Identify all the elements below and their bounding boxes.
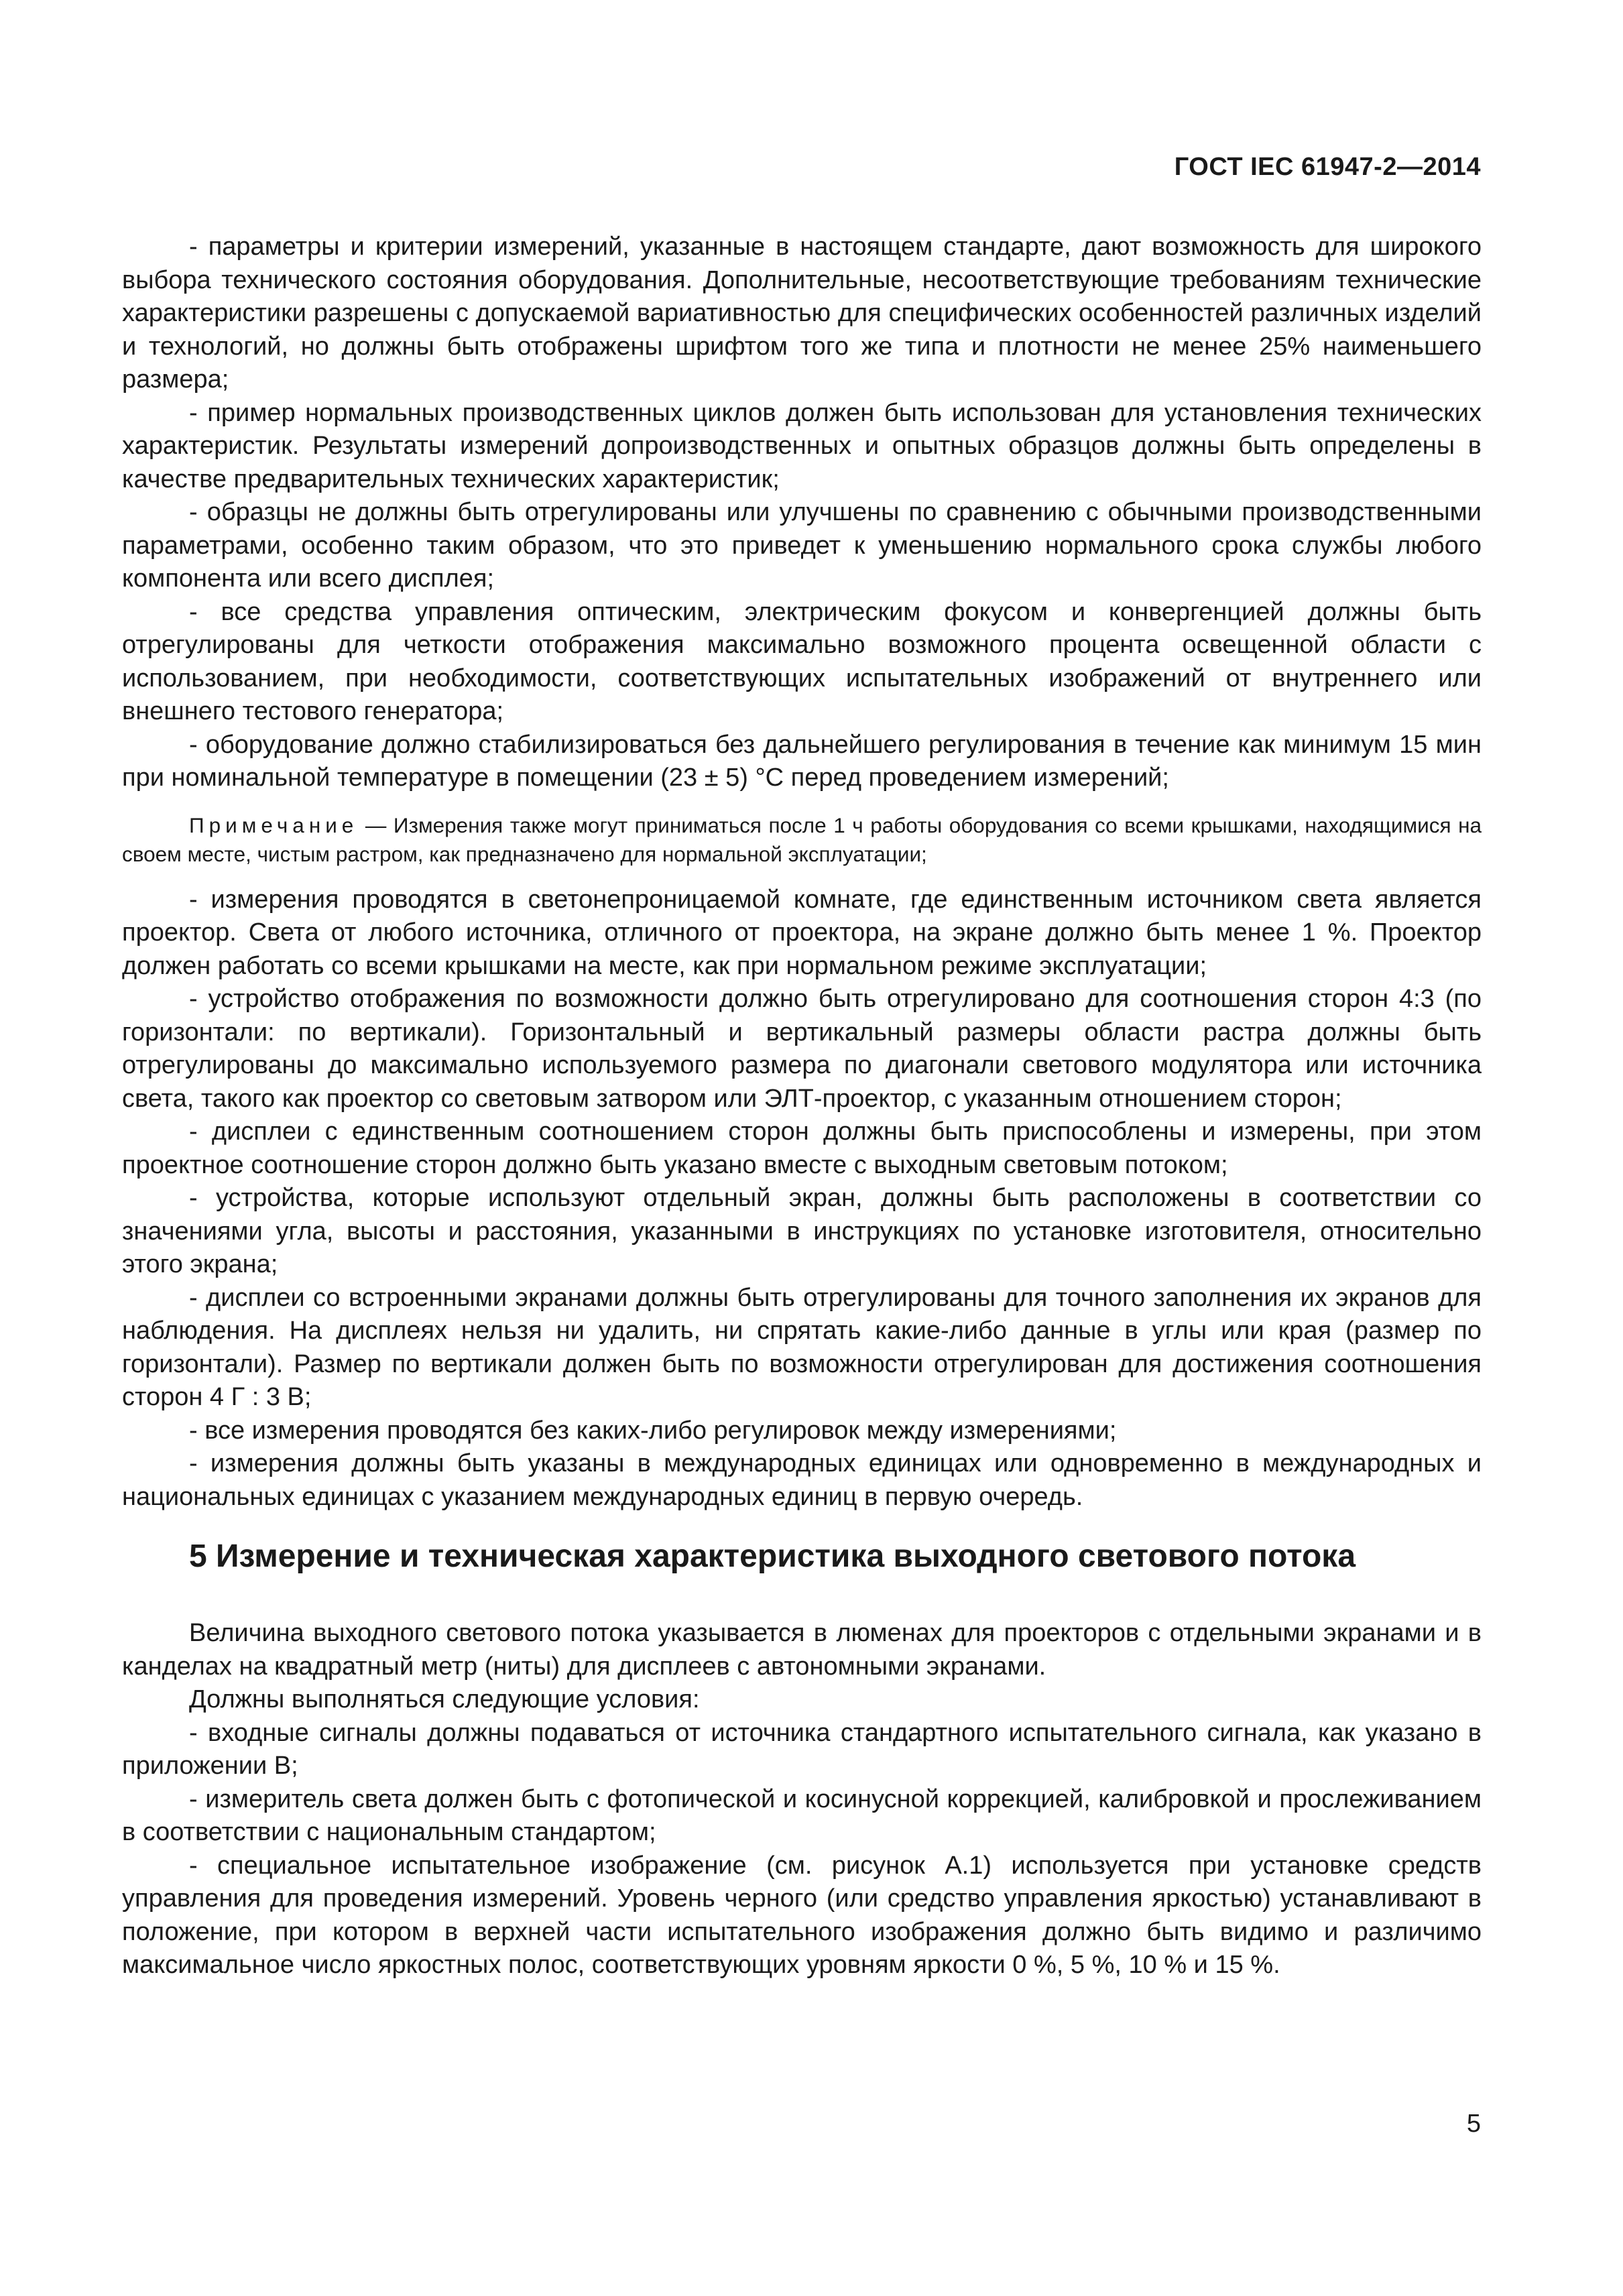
list-item: - дисплеи с единственным соотношением сторон должны быть приспособлены и измерены, при этом проектное соотношение сторон должно быть указано вместе с выходным световым потоком; [122,1117,1482,1179]
page-number: 5 [1466,2110,1481,2138]
page-body [122,231,1482,1982]
list-item: - устройство отображения по возможности должно быть отрегулировано для соотношения сторон 4:3 (по горизонтали: по вертикали). Горизонтальный и вертикальный размеры области растра должны быть отрегулированы до максимально используемого размера по диагонали светового модулятора или источника света, такого как проектор со световым затвором или ЭЛТ-проектор, с указанным отношением сторон; [122,985,1482,1113]
list-item: - измеритель света должен быть с фотопической и косинусной коррекцией, калибровкой и прослеживанием в соответствии с национальным стандартом; [122,1785,1482,1846]
paragraph: Величина выходного светового потока указывается в люменах для проекторов с отдельными экранами и в канделах на квадратный метр (ниты) для дисплеев с автономными экранами. [122,1619,1482,1681]
paragraph: Должны выполняться следующие условия: [189,1685,700,1713]
list-item: - дисплеи со встроенными экранами должны быть отрегулированы для точного заполнения их экранов для наблюдения. На дисплеях нельзя ни удалить, ни спрятать какие-либо данные в углы или края (размер по горизонтали). Размер по вертикали должен быть по возможности отрегулирован для достижения соотношения сторон 4 Г : 3 В; [122,1283,1482,1411]
note-label: Примечание [189,812,359,837]
list-item: - образцы не должны быть отрегулированы или улучшены по сравнению с обычными производственными параметрами, особенно таким образом, что это приведет к уменьшению нормального срока службы любого компонента или всего дисплея; [122,498,1482,593]
list-item: - измерения должны быть указаны в международных единицах или одновременно в международных и национальных единицах с указанием международных единиц в первую очередь. [122,1449,1482,1511]
note [122,811,1482,869]
note-text: — Измерения также могут приниматься после 1 ч работы оборудования со всеми крышками, находящимися на своем месте, чистым растром, как предназначено для нормальной эксплуатации; [122,812,1482,866]
list-item: - оборудование должно стабилизироваться без дальнейшего регулирования в течение как минимум 15 мин при номинальной температуре в помещении (23 ± 5) °С перед проведением измерений; [122,730,1482,792]
list-item: - входные сигналы должны подаваться от источника стандартного испытательного сигнала, как указано в приложении В; [122,1718,1482,1780]
list-item: - пример нормальных производственных циклов должен быть использован для установления технических характеристик. Результаты измерений допроизводственных и опытных образцов должны быть определены в качестве предварительных технических характеристик; [122,398,1482,493]
list-item: - все измерения проводятся без каких-либо регулировок между измерениями; [189,1416,1117,1445]
document-header: ГОСТ IEC 61947-2—2014 [1174,153,1481,181]
list-item: - параметры и критерии измерений, указанные в настоящем стандарте, дают возможность для широкого выбора технического состояния оборудования. Дополнительные, несоответствующие требованиям технические характеристики разрешены с допускаемой вариативностью для специфических особенностей различных изделий и технологий, но должны быть отображены шрифтом того же типа и плотности не менее 25% наименьшего размера; [122,233,1482,394]
list-item: - все средства управления оптическим, электрическим фокусом и конвергенцией должны быть отрегулированы для четкости отображения максимально возможного процента освещенной области с использованием, при необходимости, соответствующих испытательных изображений от внутреннего или внешнего тестового генератора; [122,597,1482,725]
list-item: - измерения проводятся в светонепроницаемой комнате, где единственным источником света является проектор. Света от любого источника, отличного от проектора, на экране должно быть менее 1 %. Проектор должен работать со всеми крышками на месте, как при нормальном режиме эксплуатации; [122,885,1482,980]
list-item: - специальное испытательное изображение (см. рисунок А.1) используется при установке средств управления для проведения измерений. Уровень черного (или средство управления яркостью) устанавливают в положение, при котором в верхней части испытательного изображения должно быть видимо и различимо максимальное число яркостных полос, соответствующих уровням яркости 0 %, 5 %, 10 % и 15 %. [122,1851,1482,1979]
section-heading: 5 Измерение и техническая характеристика выходного светового потока [189,1538,1356,1574]
list-item: - устройства, которые используют отдельный экран, должны быть расположены в соответствии со значениями угла, высоты и расстояния, указанными в инструкциях по установке изготовителя, относительно этого экрана; [122,1184,1482,1278]
